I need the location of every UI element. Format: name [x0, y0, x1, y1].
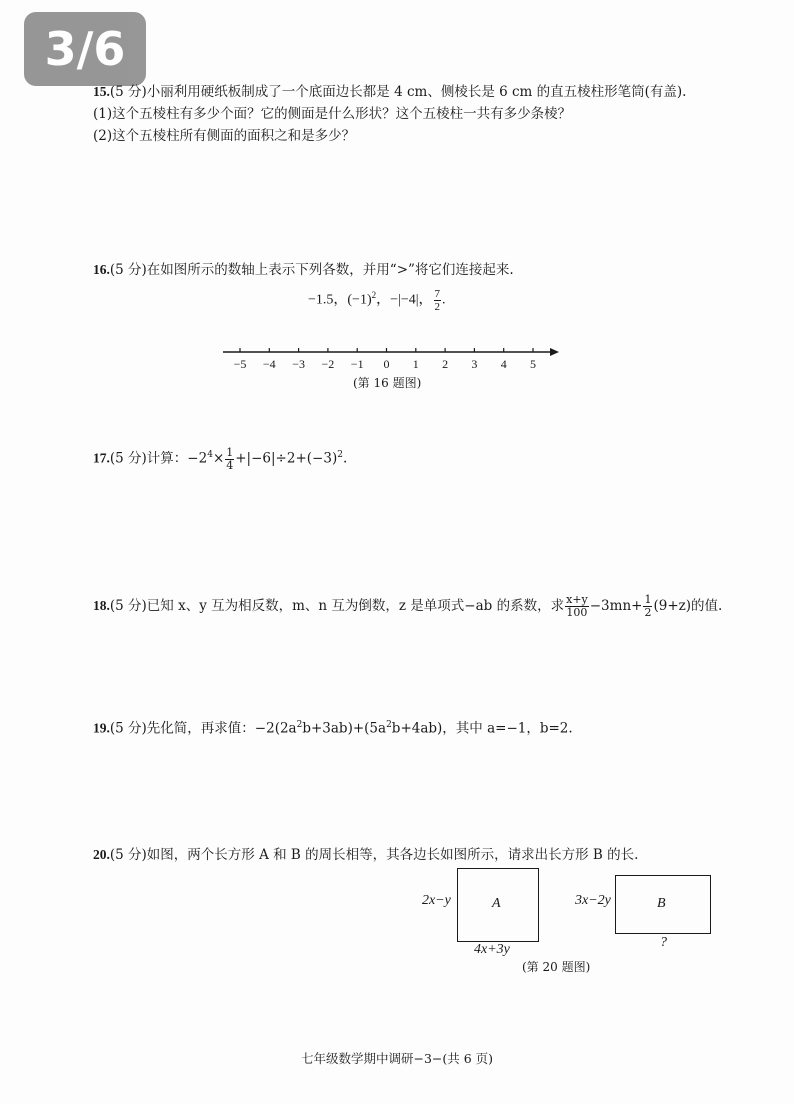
- expression-part: −3mn+: [589, 598, 643, 614]
- rectangle-b-bottom-label: ?: [660, 935, 667, 950]
- arrow-head-icon: [550, 348, 559, 356]
- axis-tick-label: 1: [412, 357, 419, 371]
- expression-part: ×: [212, 450, 225, 467]
- question-16: [93, 259, 514, 281]
- axis-tick-label: −1: [350, 357, 364, 371]
- expression-part: b+3ab)+(5a: [302, 720, 387, 737]
- exponent: 2: [386, 720, 392, 730]
- exponent: 4: [207, 450, 213, 460]
- figure-20-caption: (第 20 题图): [522, 960, 591, 974]
- question-20: [93, 844, 638, 866]
- fraction-denominator: 2: [434, 301, 441, 313]
- rectangle-a-bottom-label: 4x+3y: [474, 942, 510, 957]
- fraction-x-plus-y-over-100: [565, 594, 589, 619]
- fraction-denominator: 4: [226, 458, 234, 472]
- fraction-numerator: x+y: [566, 593, 588, 606]
- rectangle-a-name: A: [492, 896, 501, 911]
- question-number: 19.: [93, 720, 110, 736]
- question-number: 18.: [93, 598, 110, 613]
- axis-tick-label: 4: [500, 357, 507, 371]
- axis-tick-label: −4: [262, 357, 276, 371]
- number-list: [308, 288, 446, 313]
- expression-part: +|−6|÷2+(−3): [235, 450, 338, 467]
- sub-question-2: (2)这个五棱柱所有侧面的面积之和是多少？: [93, 128, 356, 144]
- page-indicator-badge: 3/6: [24, 12, 146, 86]
- question-text: (5 分)已知 x、y 互为相反数，m、n 互为倒数，z 是单项式−ab 的系数，求: [109, 598, 565, 614]
- exponent: 2: [371, 290, 377, 301]
- axis-tick-label: −2: [321, 357, 335, 371]
- expression-part: (9+z)的值.: [653, 598, 723, 614]
- rectangle-a-side-label: 2x−y: [422, 893, 451, 908]
- fraction-one-quarter: [225, 447, 234, 472]
- axis-tick-label: 2: [442, 357, 449, 371]
- sub-question-1: (1)这个五棱柱有多少个面？它的侧面是什么形状？这个五棱柱一共有多少条棱？: [93, 106, 572, 122]
- expression-part: .: [342, 450, 348, 467]
- question-number: 17.: [93, 450, 110, 466]
- fraction-numerator: 1: [226, 445, 234, 459]
- number-line: [215, 340, 565, 376]
- number-list-part: .: [442, 292, 446, 308]
- fraction-denominator: 2: [644, 606, 652, 619]
- fraction-denominator: 100: [566, 606, 588, 619]
- rectangle-b-name: B: [657, 896, 666, 911]
- axis-tick-label: 0: [383, 357, 390, 371]
- question-text: (5 分)在如图所示的数轴上表示下列各数，并用“>”将它们连接起来.: [109, 262, 514, 278]
- question-17: [93, 444, 347, 472]
- question-text: (5 分)小丽利用硬纸板制成了一个底面边长都是 4 cm、侧棱长是 6 cm 的直五棱柱形笔筒(有盖).: [109, 84, 687, 100]
- expression-part: (5 分)先化简，再求值：−2(2a: [109, 720, 297, 737]
- rectangle-b-side-label: 3x−2y: [575, 893, 611, 908]
- fraction-numerator: 7: [434, 288, 441, 300]
- fraction-seven-halves: [434, 288, 442, 313]
- question-15: [93, 81, 686, 147]
- expression-part: (5 分)计算：−2: [109, 450, 208, 467]
- question-number: 20.: [93, 847, 110, 862]
- axis-tick-label: 5: [530, 357, 536, 371]
- exponent: 2: [337, 450, 343, 460]
- axis-tick-label: −5: [233, 357, 247, 371]
- fraction-one-half: [643, 594, 652, 619]
- fraction-numerator: 1: [644, 593, 652, 606]
- question-number: 15.: [93, 84, 110, 99]
- axis-tick-label: −3: [292, 357, 305, 371]
- page-footer: 七年级数学期中调研−3−(共 6 页): [300, 1051, 494, 1066]
- axis-tick-label: 3: [471, 357, 478, 371]
- expression-part: b+4ab)，其中 a=−1，b=2.: [391, 720, 573, 737]
- figure-16-caption: (第 16 题图): [353, 376, 422, 390]
- number-list-part: −1.5，(−1): [308, 292, 372, 308]
- question-number: 16.: [93, 262, 110, 277]
- exponent: 2: [296, 720, 303, 730]
- question-18: [93, 594, 722, 619]
- question-19: [93, 714, 573, 740]
- number-list-part: ，−|−4|，: [376, 292, 433, 308]
- question-text: (5 分)如图，两个长方形 A 和 B 的周长相等，其各边长如图所示，请求出长方形 B 的长.: [109, 847, 639, 863]
